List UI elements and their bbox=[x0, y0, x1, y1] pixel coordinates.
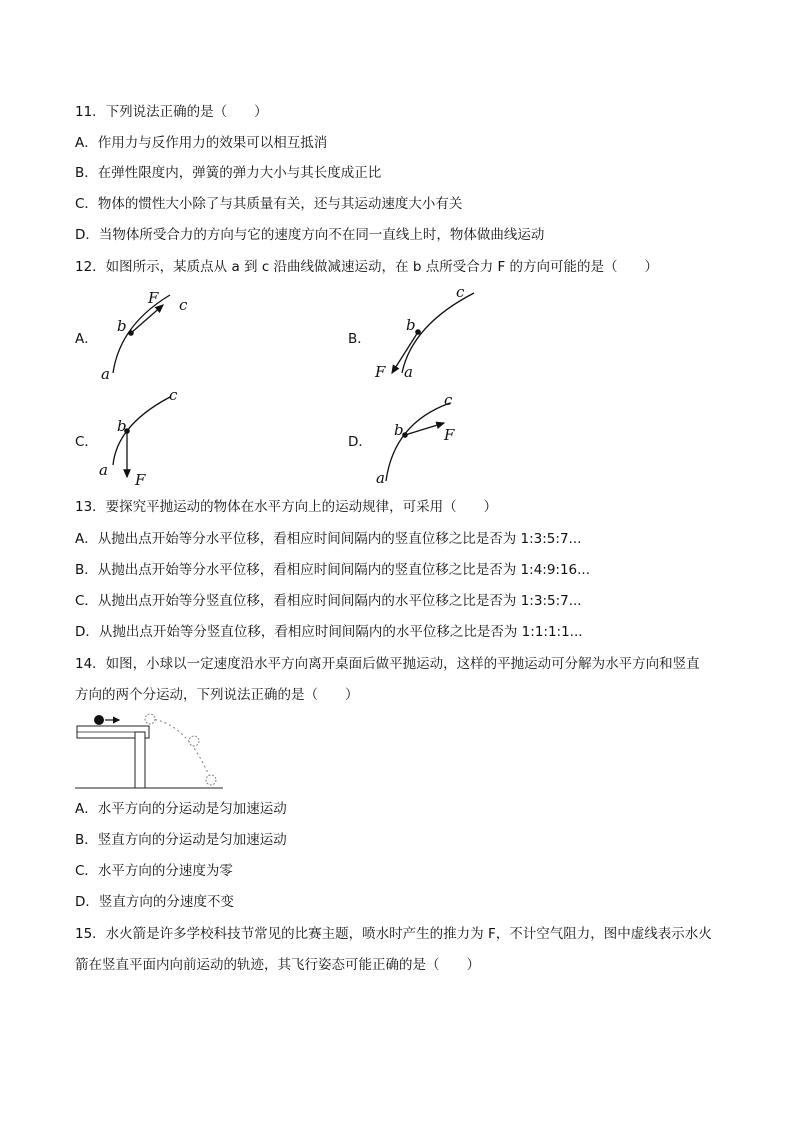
q12-figure-c bbox=[95, 385, 205, 490]
q12-option-b-label: B． bbox=[348, 331, 371, 347]
q15-stem-line2: 箭在竖直平面内向前运动的轨迹，其飞行姿态可能正确的是（ ） bbox=[75, 957, 480, 973]
label-b: b bbox=[117, 317, 127, 335]
q12-stem: 12．如图所示，某质点从 a 到 c 沿曲线做减速运动，在 b 点所受合力 F 的方向可能的是（ ） bbox=[75, 259, 659, 275]
q14-option-d: D．竖直方向的分速度不变 bbox=[75, 894, 234, 910]
q11-option-b: B．在弹性限度内，弹簧的弹力大小与其长度成正比 bbox=[75, 165, 382, 181]
ball bbox=[94, 715, 104, 725]
q15-stem-line1: 15．水火箭是许多学校科技节常见的比赛主题，喷水时产生的推力为 F，不计空气阻力，图中虚线表示水火 bbox=[75, 926, 712, 942]
q11-stem: 11．下列说法正确的是（ ） bbox=[75, 104, 268, 120]
label-b: b bbox=[394, 421, 404, 439]
force-arrow bbox=[405, 423, 444, 435]
q13-option-d: D．从抛出点开始等分竖直位移，看相应时间间隔内的水平位移之比是否为 1:1:1:1... bbox=[75, 624, 583, 640]
q13-option-b: B．从抛出点开始等分水平位移，看相应时间间隔内的竖直位移之比是否为 1:4:9:16... bbox=[75, 562, 591, 578]
label-c: c bbox=[444, 391, 453, 409]
q14-option-b: B．竖直方向的分运动是匀加速运动 bbox=[75, 832, 287, 848]
q12-figure-b bbox=[372, 285, 482, 385]
label-F: F bbox=[375, 363, 386, 381]
q12-figure-a bbox=[95, 285, 205, 385]
table-leg bbox=[135, 732, 145, 788]
q11-option-a: A．作用力与反作用力的效果可以相互抵消 bbox=[75, 135, 328, 151]
ball-position bbox=[145, 714, 155, 724]
label-c: c bbox=[179, 296, 188, 314]
label-c: c bbox=[169, 386, 178, 404]
label-a: a bbox=[99, 461, 108, 479]
q14-option-a: A．水平方向的分运动是匀加速运动 bbox=[75, 801, 287, 817]
q13-option-a: A．从抛出点开始等分水平位移，看相应时间间隔内的竖直位移之比是否为 1:3:5:7... bbox=[75, 531, 582, 547]
q12-option-d-label: D． bbox=[348, 434, 372, 450]
force-arrow bbox=[131, 305, 163, 333]
q12-option-c-label: C． bbox=[75, 434, 98, 450]
q13-option-c: C．从抛出点开始等分竖直位移，看相应时间间隔内的水平位移之比是否为 1:3:5:7... bbox=[75, 593, 582, 609]
label-F: F bbox=[444, 426, 455, 444]
label-a: a bbox=[404, 363, 413, 381]
ball-position bbox=[206, 775, 216, 785]
q14-option-c: C．水平方向的分速度为零 bbox=[75, 863, 233, 879]
q11-option-c: C．物体的惯性大小除了与其质量有关，还与其运动速度大小有关 bbox=[75, 196, 463, 212]
q14-figure-table-projectile bbox=[75, 710, 225, 792]
label-a: a bbox=[101, 365, 110, 383]
q14-stem-line2: 方向的两个分运动，下列说法正确的是（ ） bbox=[75, 687, 359, 703]
label-b: b bbox=[406, 316, 416, 334]
q11-option-d: D．当物体所受合力的方向与它的速度方向不在同一直线上时，物体做曲线运动 bbox=[75, 227, 545, 243]
q14-stem-line1: 14．如图，小球以一定速度沿水平方向离开桌面后做平抛运动，这样的平抛运动可分解为水平方向和竖直 bbox=[75, 656, 700, 672]
label-F: F bbox=[135, 471, 146, 489]
trajectory-curve bbox=[386, 403, 450, 481]
label-c: c bbox=[456, 283, 465, 301]
label-F: F bbox=[148, 289, 159, 307]
ball-position bbox=[189, 736, 199, 746]
trajectory-dotted bbox=[150, 719, 211, 780]
q12-figure-d bbox=[372, 385, 482, 490]
q12-option-a-label: A． bbox=[75, 331, 98, 347]
label-b: b bbox=[117, 417, 127, 435]
q13-stem: 13．要探究平抛运动的物体在水平方向上的运动规律，可采用（ ） bbox=[75, 499, 498, 515]
label-a: a bbox=[376, 469, 385, 487]
